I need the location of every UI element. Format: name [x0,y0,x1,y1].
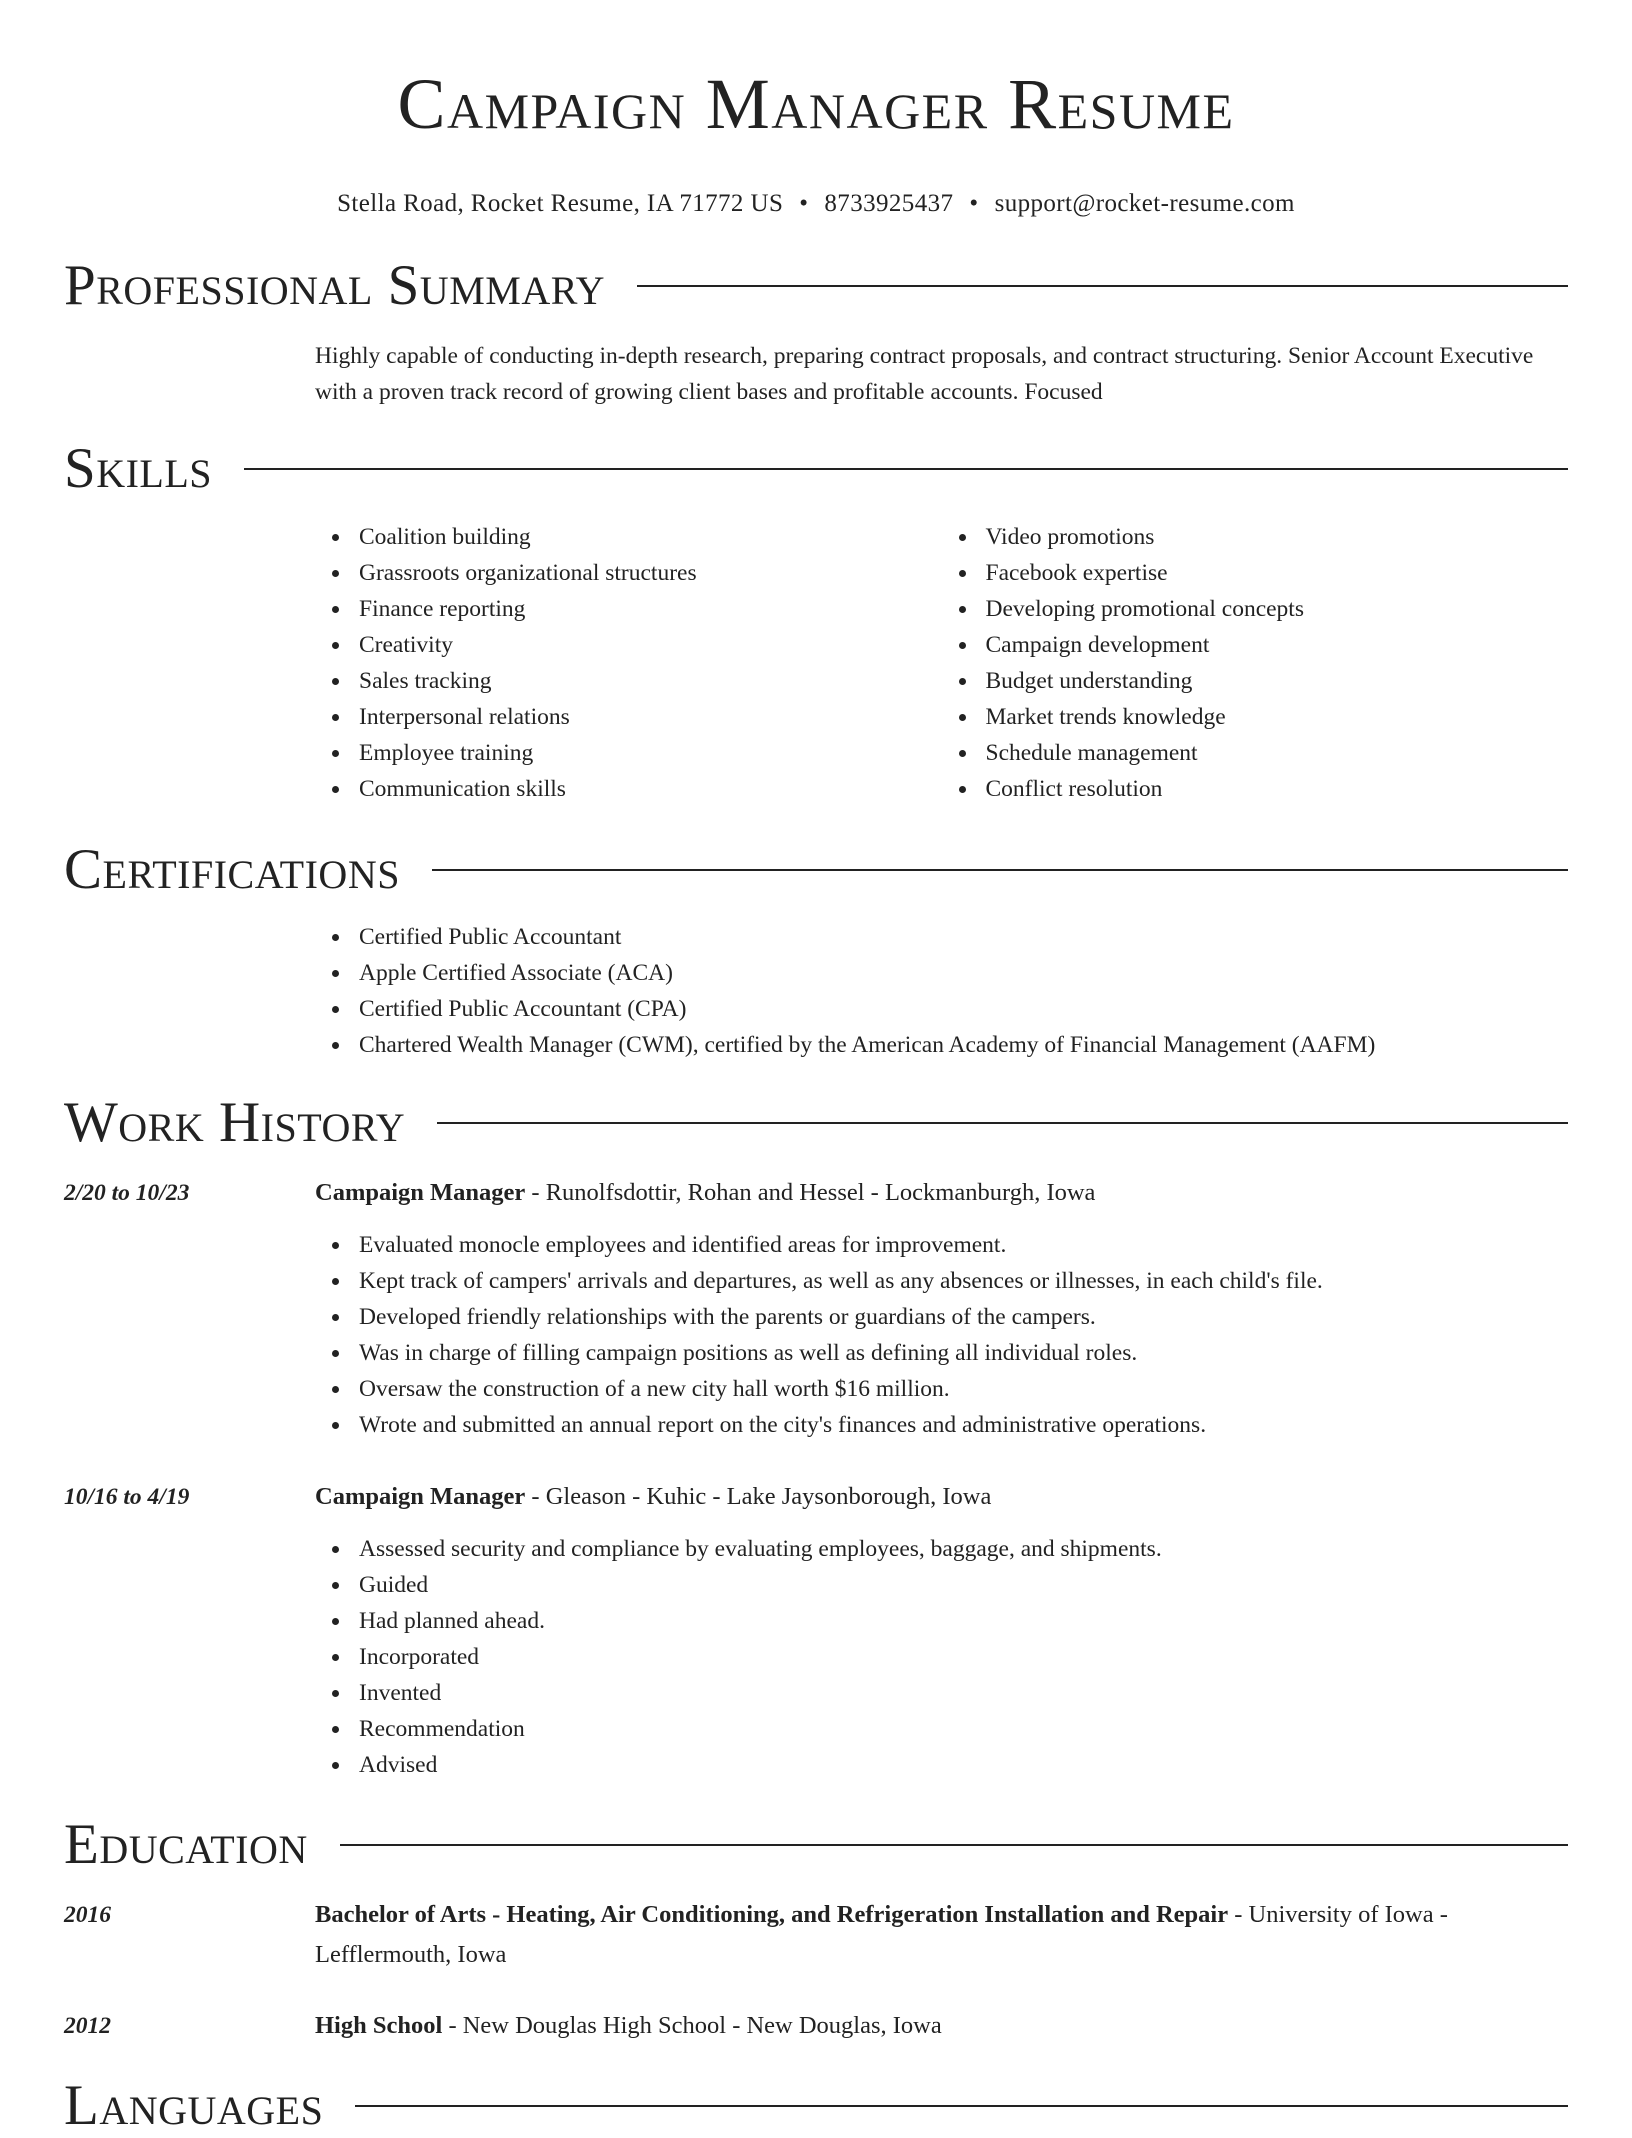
education-heading-line [315,2006,1568,2046]
skill-item: Coalition building [359,519,942,555]
work-bullet: Recommendation [359,1711,1568,1747]
work-bullet: Guided [359,1567,1568,1603]
work-bullet: Incorporated [359,1639,1568,1675]
work-bullet: Oversaw the construction of a new city hall worth $16 million. [359,1371,1568,1407]
work-entry [64,1173,1568,1443]
contact-address: Stella Road, Rocket Resume, IA 71772 US [337,190,784,217]
skill-item: Developing promotional concepts [986,591,1569,627]
work-bullets [315,1531,1568,1783]
certification-item: Certified Public Accountant (CPA) [359,991,1568,1027]
work-entry [64,1477,1568,1783]
certification-item: Certified Public Accountant [359,919,1568,955]
education-entry [64,1895,1568,1975]
section-divider [637,285,1568,287]
skill-item: Interpersonal relations [359,699,942,735]
contact-email: support@rocket-resume.com [994,190,1295,217]
degree: Bachelor of Arts - Heating, Air Conditioning, and Refrigeration Installation and Repair [315,1901,1229,1928]
summary-heading: Professional Summary [64,254,606,317]
contact-separator: • [799,190,809,217]
work-bullet: Developed friendly relationships with the parents or guardians of the campers. [359,1299,1568,1335]
contact-phone: 8733925437 [824,190,954,217]
job-title: Campaign Manager [315,1179,526,1206]
certifications-list [315,919,1568,1063]
skill-item: Campaign development [986,627,1569,663]
section-divider [432,869,1568,871]
skills-block [315,519,1568,807]
certification-item: Apple Certified Associate (ACA) [359,955,1568,991]
skill-item: Communication skills [359,771,942,807]
certifications-block [315,919,1568,1063]
skill-item: Grassroots organizational structures [359,555,942,591]
section-divider [244,468,1568,470]
work-bullet: Was in charge of filling campaign positions as well as defining all individual roles. [359,1335,1568,1371]
summary-section-header [64,254,1568,318]
summary-text: Highly capable of conducting in-depth research, preparing contract proposals, and contract structuring. Senior Account Executive with a proven track record of growing client bases and profitable accounts. Focused [315,343,1534,405]
work-heading-line [315,1477,1568,1517]
work-bullet: Evaluated monocle employees and identified areas for improvement. [359,1227,1568,1263]
skill-item: Video promotions [986,519,1569,555]
education-section-header [64,1813,1568,1877]
work-bullets [315,1227,1568,1443]
work-bullet: Assessed security and compliance by evaluating employees, baggage, and shipments. [359,1531,1568,1567]
work-dates: 2/20 to 10/23 [64,1180,190,1206]
resume-title: Campaign Manager Resume [397,64,1235,144]
skill-item: Facebook expertise [986,555,1569,591]
work-bullet: Had planned ahead. [359,1603,1568,1639]
work-dates: 10/16 to 4/19 [64,1484,190,1510]
skill-item: Employee training [359,735,942,771]
skill-item: Budget understanding [986,663,1569,699]
skills-section-header [64,437,1568,501]
education-year: 2016 [64,1902,111,1928]
skill-item: Finance reporting [359,591,942,627]
contact-line [0,190,1632,218]
skills-list-left [315,519,942,807]
skill-item: Sales tracking [359,663,942,699]
certifications-section-header [64,838,1568,902]
work-section-header [64,1091,1568,1155]
section-divider [355,2105,1568,2107]
section-divider [437,1122,1568,1124]
work-heading: Work History [64,1091,406,1154]
skills-list-right [942,519,1569,807]
employer-location: - Gleason - Kuhic - Lake Jaysonborough, Iowa [525,1483,992,1510]
work-bullet: Wrote and submitted an annual report on the city's finances and administrative operations. [359,1407,1568,1443]
skills-grid [315,519,1568,807]
employer-location: - Runolfsdottir, Rohan and Hessel - Lockmanburgh, Iowa [525,1179,1096,1206]
work-bullet: Invented [359,1675,1568,1711]
school-location: - University of Iowa - Lefflermouth, Iowa [315,1901,1448,1968]
skill-item: Schedule management [986,735,1569,771]
work-bullet: Advised [359,1747,1568,1783]
skill-item: Conflict resolution [986,771,1569,807]
languages-section-header [64,2074,1568,2138]
education-entry [64,2006,1568,2046]
section-divider [340,1844,1568,1846]
certification-item: Chartered Wealth Manager (CWM), certified by the American Academy of Financial Management (AAFM) [359,1027,1568,1063]
skill-item: Market trends knowledge [986,699,1569,735]
summary-block [315,338,1568,410]
skill-item: Creativity [359,627,942,663]
languages-heading: Languages [64,2074,324,2137]
education-heading: Education [64,1813,308,1876]
work-bullet: Kept track of campers' arrivals and departures, as well as any absences or illnesses, in each child's file. [359,1263,1568,1299]
skills-heading: Skills [64,437,213,500]
education-heading-line [315,1895,1568,1975]
school-location: - New Douglas High School - New Douglas, Iowa [442,2012,942,2039]
certifications-heading: Certifications [64,838,400,901]
degree: High School [315,2012,443,2039]
contact-separator: • [969,190,979,217]
education-year: 2012 [64,2013,111,2039]
job-title: Campaign Manager [315,1483,526,1510]
work-heading-line [315,1173,1568,1213]
